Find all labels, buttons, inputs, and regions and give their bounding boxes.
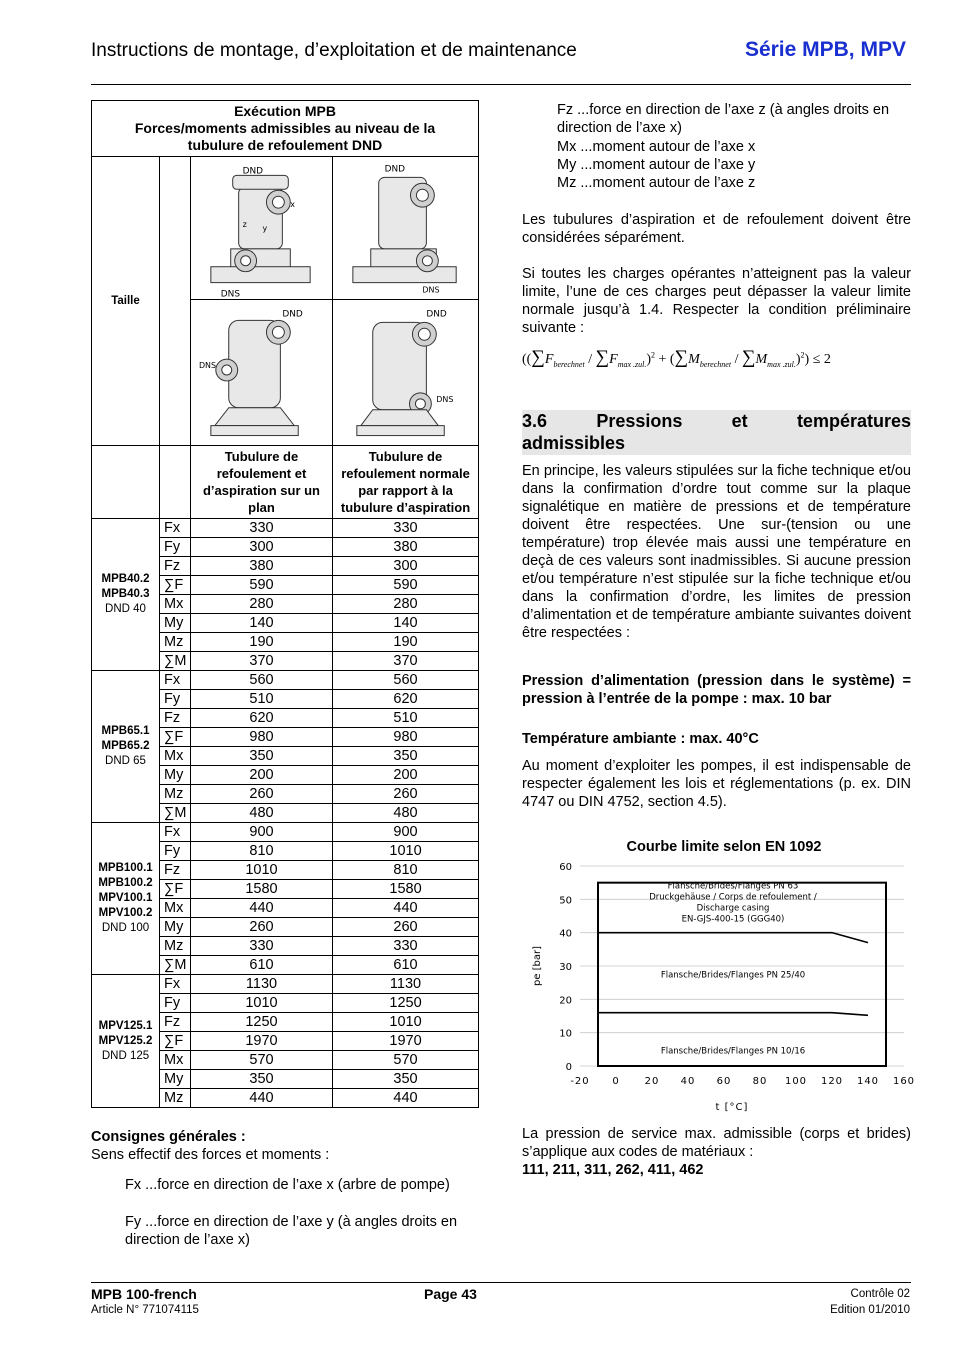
my-definition: My ...moment autour de l’axe y xyxy=(557,157,756,173)
series-line-1 xyxy=(598,1013,868,1016)
series-label-line: Discharge casing xyxy=(696,903,770,914)
value-normal: 1250 xyxy=(333,994,479,1013)
value-normal: 1130 xyxy=(333,975,479,994)
m-symbol: M xyxy=(688,352,700,367)
model-name: MPB40.2 xyxy=(101,573,150,585)
label-dns: DNS xyxy=(422,285,440,295)
table-row xyxy=(92,975,479,994)
sum-symbol: ∑ xyxy=(531,347,545,368)
fx-definition: Fx ...force en direction de l’axe x (arbre de pompe) xyxy=(125,1177,450,1193)
size-group-label xyxy=(92,975,160,1108)
table-caption xyxy=(92,101,479,157)
value-same-plane: 1580 xyxy=(191,880,333,899)
model-name: MPB65.2 xyxy=(101,740,150,752)
value-normal: 1580 xyxy=(333,880,479,899)
axis-y: y xyxy=(262,223,268,233)
quantity-label: Fy xyxy=(160,538,191,557)
pump-drawing-mpb-b xyxy=(333,157,478,299)
value-same-plane: 620 xyxy=(191,709,333,728)
chart-title: Courbe limite selon EN 1092 xyxy=(626,839,822,855)
dnd-size: DND 40 xyxy=(105,603,146,615)
value-normal: 380 xyxy=(333,538,479,557)
quantity-label: ∑F xyxy=(160,576,191,595)
subscript-berechnet: berechnet xyxy=(699,359,732,369)
pump-drawing-mpv-b xyxy=(333,300,478,445)
column-header-1: Tubulure de refoulement et d’aspiration sur un plan xyxy=(191,446,333,519)
value-normal: 330 xyxy=(333,519,479,538)
series-line-0 xyxy=(598,933,868,943)
value-normal: 200 xyxy=(333,766,479,785)
paragraph-principle: En principe, les valeurs stipulées sur la fiche technique et/ou dans la confirmation d’ordre tout comme sur la plaque signalétique en matière de pressions et de température doivent être respectées. Une sur-(tension ou une température) trop élevée mais aussi une température en deçà de ces valeurs sont inadmissibles. Si aucune pression et/ou température n’est stipulée sur la fiche technique et/ou dans la confirmation d’ordre, les limites de pression d’alimentation et de température ambiante suivantes doivent être respectées : xyxy=(522,463,911,641)
value-normal: 330 xyxy=(333,937,479,956)
series-label xyxy=(661,1046,805,1056)
value-normal: 1010 xyxy=(333,842,479,861)
value-normal: 350 xyxy=(333,1070,479,1089)
value-same-plane: 1970 xyxy=(191,1032,333,1051)
fy-definition: Fy ...force en direction de l’axe y (à angles droits en direction de l’axe x) xyxy=(125,1214,458,1248)
quantity-label: Fx xyxy=(160,519,191,538)
x-tick-label: -20 xyxy=(570,1076,590,1087)
quantity-label: Fy xyxy=(160,994,191,1013)
value-normal: 350 xyxy=(333,747,479,766)
quantity-label: Fz xyxy=(160,557,191,576)
model-name: MPV125.2 xyxy=(98,1034,153,1047)
value-normal: 900 xyxy=(333,823,479,842)
value-same-plane: 280 xyxy=(191,595,333,614)
y-tick-label: 20 xyxy=(559,995,572,1007)
x-tick-label: 120 xyxy=(820,1076,844,1087)
mx-definition: Mx ...moment autour de l’axe x xyxy=(557,139,756,155)
value-same-plane: 610 xyxy=(191,956,333,975)
axis-x: x xyxy=(290,200,295,210)
label-dnd: DND xyxy=(384,164,406,175)
value-same-plane: 140 xyxy=(191,614,333,633)
pump-diagram-3 xyxy=(191,300,333,446)
footer-rule xyxy=(91,1282,911,1283)
value-same-plane: 480 xyxy=(191,804,333,823)
section-number: 3.6 xyxy=(522,411,548,431)
value-normal: 570 xyxy=(333,1051,479,1070)
series-label xyxy=(649,882,817,925)
quantity-label: My xyxy=(160,614,191,633)
value-same-plane: 1130 xyxy=(191,975,333,994)
x-tick-label: 20 xyxy=(644,1076,660,1087)
blank-cell xyxy=(92,446,160,519)
value-same-plane: 350 xyxy=(191,1070,333,1089)
size-group-label xyxy=(92,671,160,823)
pump-drawing-mpb-a xyxy=(191,157,332,299)
quantity-label: My xyxy=(160,1070,191,1089)
axis-z: z xyxy=(242,220,247,230)
series-label-line: Flansche/Brides/Flanges PN 25/40 xyxy=(660,970,806,981)
section-line-2: admissibles xyxy=(522,433,626,453)
supply-pressure: Pression d’alimentation (pression dans le système) = pression à l’entrée de la pompe : max. 10 bar xyxy=(522,673,911,707)
header-rule xyxy=(91,84,911,85)
quantity-label: Fz xyxy=(160,709,191,728)
paragraph-max-pressure: La pression de service max. admissible (corps et brides) s’applique aux codes de matériaux : xyxy=(522,1126,911,1160)
value-same-plane: 810 xyxy=(191,842,333,861)
value-same-plane: 900 xyxy=(191,823,333,842)
value-same-plane: 440 xyxy=(191,899,333,918)
model-name: MPB40.3 xyxy=(101,588,150,600)
pump-diagram-1 xyxy=(191,157,333,300)
dnd-size: DND 125 xyxy=(101,1049,150,1062)
section-word-2: et xyxy=(731,411,748,431)
value-normal: 300 xyxy=(333,557,479,576)
value-same-plane: 330 xyxy=(191,519,333,538)
general-title: Consignes générales : xyxy=(91,1129,246,1145)
pump-diagram-2 xyxy=(333,157,479,300)
quantity-label: Fx xyxy=(160,975,191,994)
quantity-label: Mx xyxy=(160,899,191,918)
value-normal: 140 xyxy=(333,614,479,633)
value-same-plane: 260 xyxy=(191,918,333,937)
value-normal: 1010 xyxy=(333,1013,479,1032)
value-same-plane: 1010 xyxy=(191,994,333,1013)
x-tick-label: 80 xyxy=(752,1076,768,1087)
document-title: Instructions de montage, d’exploitation et de maintenance xyxy=(91,40,577,61)
caption-line-3: tubulure de refoulement DND xyxy=(187,137,383,153)
quantity-label: ∑M xyxy=(160,804,191,823)
fz-definition: Fz ...force en direction de l’axe z (à angles droits en direction de l’axe x) xyxy=(557,102,890,136)
value-same-plane: 560 xyxy=(191,671,333,690)
quantity-label: Mz xyxy=(160,937,191,956)
subscript-max: max .zul. xyxy=(767,359,796,369)
model-name: MPB65.1 xyxy=(101,725,150,737)
quantity-label: Fy xyxy=(160,690,191,709)
value-same-plane: 1250 xyxy=(191,1013,333,1032)
taille-label: Taille xyxy=(92,157,160,446)
quantity-label: Fx xyxy=(160,671,191,690)
value-normal: 440 xyxy=(333,1089,479,1108)
value-normal: 620 xyxy=(333,690,479,709)
model-name: MPV125.1 xyxy=(98,1019,153,1032)
sum-symbol: ∑ xyxy=(674,347,689,368)
forces-moments-table xyxy=(91,100,479,1108)
model-name: MPB100.1 xyxy=(98,862,153,874)
section-heading xyxy=(522,410,911,455)
quantity-label: ∑F xyxy=(160,880,191,899)
y-tick-label: 10 xyxy=(559,1028,572,1040)
series-label-line: Druckgehäuse / Corps de refoulement / xyxy=(649,892,817,903)
mz-definition: Mz ...moment autour de l’axe z xyxy=(557,175,756,191)
value-same-plane: 1010 xyxy=(191,861,333,880)
value-same-plane: 380 xyxy=(191,557,333,576)
value-normal: 560 xyxy=(333,671,479,690)
y-axis-label: pe [bar] xyxy=(532,945,543,987)
footer-edition: Edition 01/2010 xyxy=(830,1304,910,1316)
footer-article: Article N° 771074115 xyxy=(91,1304,199,1316)
label-dns: DNS xyxy=(436,394,454,404)
x-tick-label: 160 xyxy=(892,1076,916,1087)
quantity-label: ∑M xyxy=(160,956,191,975)
sum-symbol: ∑ xyxy=(741,347,756,368)
label-dnd: DND xyxy=(426,309,447,320)
paragraph-regulations: Au moment d’exploiter les pompes, il est indispensable de respecter également les lois et réglementations (p. ex. DIN 4747 ou DIN 4752, section 4.5). xyxy=(522,758,911,810)
label-dnd: DND xyxy=(242,166,264,177)
quantity-label: Fz xyxy=(160,861,191,880)
value-same-plane: 570 xyxy=(191,1051,333,1070)
value-same-plane: 370 xyxy=(191,652,333,671)
dnd-size: DND 100 xyxy=(101,922,150,934)
subscript-berechnet: berechnet xyxy=(553,359,585,369)
pressure-limit-chart xyxy=(522,856,926,1116)
subscript-max: max .zul. xyxy=(617,359,647,369)
value-same-plane: 590 xyxy=(191,576,333,595)
x-tick-label: 60 xyxy=(716,1076,732,1087)
label-dns: DNS xyxy=(220,289,241,299)
m-symbol: M xyxy=(755,352,768,367)
quantity-label: Fy xyxy=(160,842,191,861)
quantity-label: Mz xyxy=(160,785,191,804)
value-normal: 810 xyxy=(333,861,479,880)
pump-diagram-4 xyxy=(333,300,479,446)
label-dns: DNS xyxy=(198,361,217,371)
formula: $((\sum F_{berechnet} / \sum F_{max .zul.})^2 + (\sum M_{berechnet} / \sum M_{max .zul.})^2) \le 2$ xyxy=(522,347,831,369)
y-tick-label: 60 xyxy=(559,862,572,873)
value-normal: 190 xyxy=(333,633,479,652)
sum-symbol: ∑ xyxy=(595,347,610,368)
y-tick-label: 40 xyxy=(559,928,572,940)
quantity-label: Fx xyxy=(160,823,191,842)
value-normal: 510 xyxy=(333,709,479,728)
quantity-label: Mz xyxy=(160,633,191,652)
quantity-label: Mx xyxy=(160,595,191,614)
formula-rhs: ≤ 2 xyxy=(812,352,831,367)
value-same-plane: 260 xyxy=(191,785,333,804)
blank-cell xyxy=(160,446,191,519)
f-symbol: F xyxy=(544,352,554,367)
material-codes: 111, 211, 311, 262, 411, 462 xyxy=(522,1162,704,1178)
table-row xyxy=(92,519,479,538)
quantity-label: Mz xyxy=(160,1089,191,1108)
model-name: MPV100.1 xyxy=(98,892,153,904)
blank-cell xyxy=(160,157,191,446)
value-same-plane: 330 xyxy=(191,937,333,956)
footer-page: Page 43 xyxy=(424,1286,477,1302)
series-label-line: Flansche/Brides/Flanges PN 10/16 xyxy=(660,1046,806,1057)
value-normal: 480 xyxy=(333,804,479,823)
ambient-temperature: Température ambiante : max. 40°C xyxy=(522,731,759,747)
x-tick-label: 140 xyxy=(856,1076,880,1087)
series-label-line: EN-GJS-400-15 (GGG40) xyxy=(681,914,785,925)
caption-line-1: Exécution MPB xyxy=(234,103,336,119)
table-row xyxy=(92,823,479,842)
paragraph-separate: Les tubulures d’aspiration et de refoulement doivent être considérées séparément. xyxy=(522,212,911,246)
quantity-label: My xyxy=(160,766,191,785)
value-same-plane: 980 xyxy=(191,728,333,747)
label-dnd: DND xyxy=(282,309,303,320)
value-normal: 260 xyxy=(333,918,479,937)
footer-doc-id: MPB 100-french xyxy=(91,1286,197,1302)
section-word-1: Pressions xyxy=(596,411,683,431)
value-same-plane: 350 xyxy=(191,747,333,766)
size-group-label xyxy=(92,823,160,975)
value-same-plane: 510 xyxy=(191,690,333,709)
model-name: MPV100.2 xyxy=(98,907,153,919)
value-normal: 280 xyxy=(333,595,479,614)
y-tick-label: 50 xyxy=(559,895,572,907)
x-tick-label: 0 xyxy=(612,1076,620,1087)
quantity-label: ∑M xyxy=(160,652,191,671)
series-label-line: Flansche/Brides/Flanges PN 63 xyxy=(667,881,799,892)
quantity-label: ∑F xyxy=(160,728,191,747)
value-same-plane: 300 xyxy=(191,538,333,557)
x-tick-label: 40 xyxy=(680,1076,696,1087)
value-normal: 590 xyxy=(333,576,479,595)
paragraph-loads: Si toutes les charges opérantes n’atteignent pas la valeur limite, l’une de ces charges peut dépasser la valeur limite normale jusqu’à 1.4. Respecter la condition préliminaire suivante : xyxy=(522,266,911,336)
x-tick-label: 100 xyxy=(784,1076,808,1087)
dnd-size: DND 65 xyxy=(105,755,146,767)
f-symbol: F xyxy=(609,352,618,367)
value-normal: 980 xyxy=(333,728,479,747)
table-row xyxy=(92,671,479,690)
quantity-label: Fz xyxy=(160,1013,191,1032)
value-same-plane: 200 xyxy=(191,766,333,785)
series-label xyxy=(661,971,805,981)
y-tick-label: 0 xyxy=(565,1062,572,1073)
value-same-plane: 440 xyxy=(191,1089,333,1108)
value-same-plane: 190 xyxy=(191,633,333,652)
value-normal: 370 xyxy=(333,652,479,671)
quantity-label: Mx xyxy=(160,747,191,766)
y-tick-label: 30 xyxy=(559,962,572,973)
quantity-label: ∑F xyxy=(160,1032,191,1051)
caption-line-2: Forces/moments admissibles au niveau de la xyxy=(134,120,436,136)
pump-drawing-mpv-a xyxy=(191,300,332,445)
quantity-label: My xyxy=(160,918,191,937)
value-normal: 440 xyxy=(333,899,479,918)
footer-control: Contrôle 02 xyxy=(850,1288,910,1300)
series-title: Série MPB, MPV xyxy=(744,38,906,61)
value-normal: 610 xyxy=(333,956,479,975)
x-axis-label: t [°C] xyxy=(715,1102,749,1113)
value-normal: 1970 xyxy=(333,1032,479,1051)
column-header-2: Tubulure de refoulement normale par rapport à la tubulure d’aspiration xyxy=(333,446,479,519)
quantity-label: Mx xyxy=(160,1051,191,1070)
general-subtitle: Sens effectif des forces et moments : xyxy=(91,1147,330,1163)
value-normal: 260 xyxy=(333,785,479,804)
size-group-label xyxy=(92,519,160,671)
section-word-3: températures xyxy=(796,411,911,431)
model-name: MPB100.2 xyxy=(98,877,153,889)
